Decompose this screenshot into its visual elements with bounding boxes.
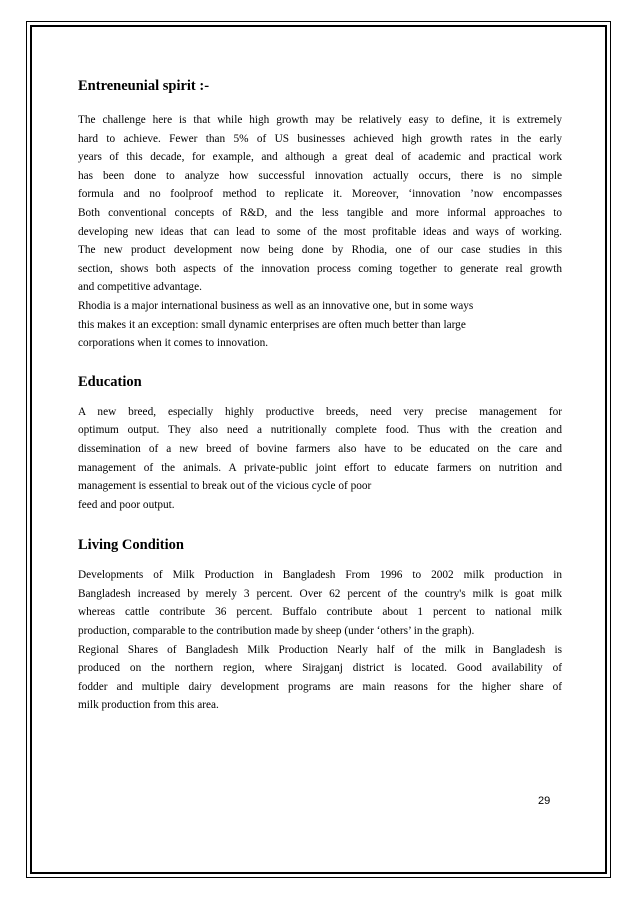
text-line: management is essential to break out of the vicious cycle of poor [78,480,372,493]
text-line: optimum output. They also need a nutritionally complete food. Thus with the creation and [78,424,562,437]
section-body-education [78,403,562,515]
section-body-living-condition [78,566,562,715]
text-line: whereas cattle contribute 36 percent. Buffalo contribute about 1 percent to national milk [78,606,562,619]
text-line: Developments of Milk Production in Bangladesh From 1996 to 2002 milk production in [78,569,562,582]
text-line: feed and poor output. [78,498,175,511]
text-line: The new product development now being done by Rhodia, one of our case studies in this [78,244,562,257]
text-line: production, comparable to the contribution made by sheep (under ‘others’ in the graph). [78,625,475,638]
page-number: 29 [538,795,551,807]
text-line: management of the animals. A private-public joint effort to educate farmers on nutrition and [78,461,562,474]
text-line: The challenge here is that while high growth may be relatively easy to define, it is extremely [78,114,562,126]
text-line: corporations when it comes to innovation. [78,337,269,350]
text-line: this makes it an exception: small dynamic enterprises are often much better than large [78,318,466,331]
text-line: Bangladesh increased by merely 3 percent. Over 62 percent of the country's milk is goat milk [78,587,562,600]
section-heading-entrepreneurial-spirit: Entreneunial spirit :- [78,78,210,94]
text-line: produced on the northern region, where Sirajganj district is located. Good availability of [78,662,562,675]
section-heading-living-condition: Living Condition [78,537,184,554]
text-line: section, shows both aspects of the innovation process coming together to generate real growth [78,262,562,275]
text-line: developing new ideas that can lead to some of the most profitable ideas and ways of working. [78,225,562,238]
text-line: Regional Shares of Bangladesh Milk Production Nearly half of the milk in Bangladesh is [78,643,562,656]
section-heading-education: Education [78,373,142,390]
text-line: milk production from this area. [78,699,219,712]
text-line: fodder and multiple dairy development programs are main reasons for the higher share of [78,680,562,693]
text-line: A new breed, especially highly productive breeds, need very precise management for [78,405,562,418]
text-line: has been done to analyze how successful innovation actually occurs, there is no simple [78,169,562,182]
text-line: Rhodia is a major international business as well as an innovative one, but in some ways [78,299,474,312]
text-line: hard to achieve. Fewer than 5% of US businesses achieved high growth rates in the early [78,132,562,145]
text-line: years of this decade, for example, and although a great deal of academic and practical work [78,151,562,164]
section-body-entrepreneurial-spirit [78,111,562,353]
text-line: dissemination of a new breed of bovine farmers also have to be educated on the care and [78,442,562,455]
text-line: and competitive advantage. [78,281,202,294]
document-body [78,76,562,715]
text-line: Both conventional concepts of R&D, and the less tangible and more informal approaches to [78,206,562,219]
text-line: formula and no foolproof method to replicate it. Moreover, ‘innovation ’now encompasses [78,188,562,201]
